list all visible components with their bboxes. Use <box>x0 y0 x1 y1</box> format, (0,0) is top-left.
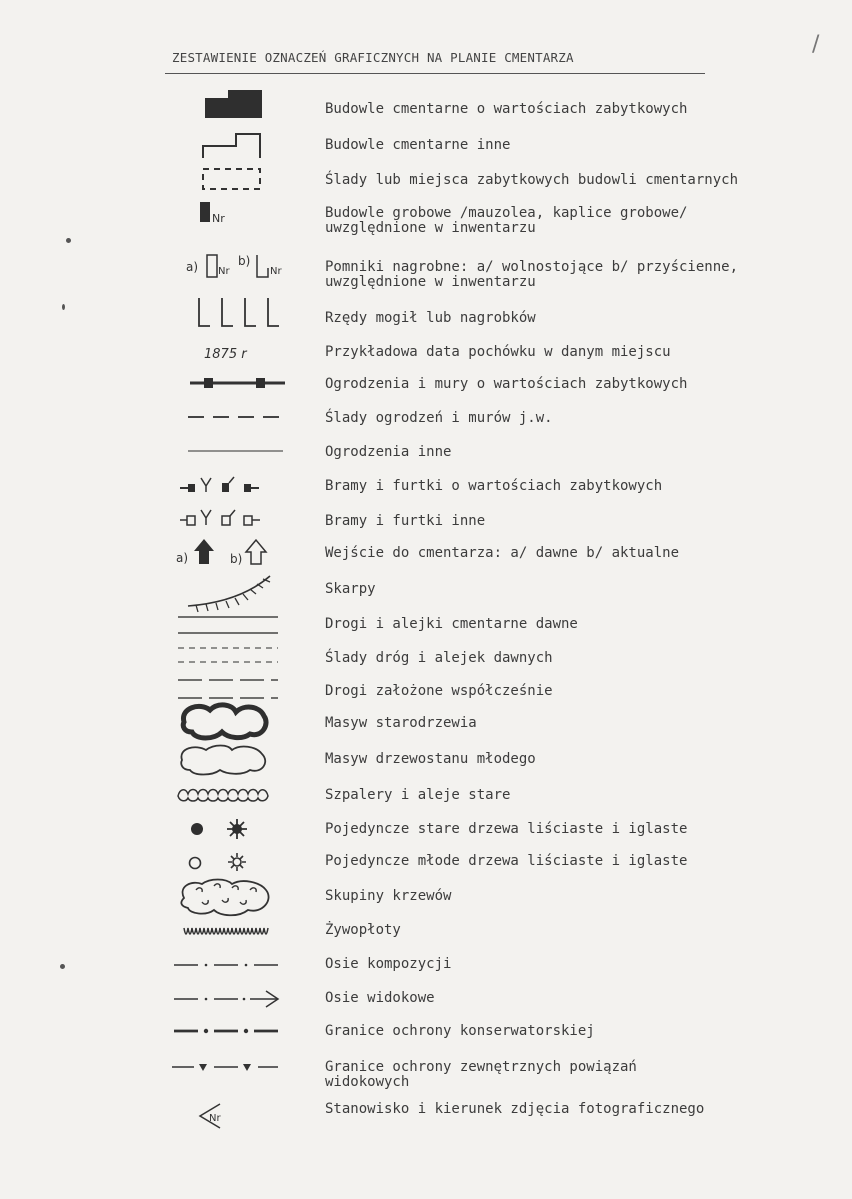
other-building-icon <box>170 126 300 158</box>
legend-text: Granice ochrony zewnętrznych powiązań widokowych <box>325 1059 637 1090</box>
legend-text: Osie kompozycji <box>325 956 452 972</box>
corner-mark: / <box>812 32 820 57</box>
other-gate-icon <box>170 504 300 536</box>
legend-text: Masyw starodrzewia <box>325 715 477 731</box>
historic-fence-icon <box>170 368 300 400</box>
old-road-icon <box>170 608 300 640</box>
scan-speck <box>62 304 65 310</box>
grave-monument-icon <box>178 250 308 282</box>
legend-text: Wejście do cmentarza: a/ dawne b/ aktualne <box>325 545 680 561</box>
legend-text: Szpalery i aleje stare <box>325 787 511 803</box>
legend-text: Rzędy mogił lub nagrobków <box>325 310 536 326</box>
legend-text: Masyw drzewostanu młodego <box>325 751 536 767</box>
young-tree-mass-icon <box>170 742 300 778</box>
old-single-tree-icon <box>170 814 300 846</box>
legend-text: Budowle cmentarne o wartościach zabytkowych <box>325 101 688 117</box>
legend-text: Ślady lub miejsca zabytkowych budowli cmentarnych <box>325 172 739 188</box>
entrance-a-label: a) <box>176 551 189 565</box>
legend-text: Ogrodzenia inne <box>325 444 452 460</box>
other-fence-icon <box>170 436 300 468</box>
legend-text: Granice ochrony konserwatorskiej <box>325 1023 595 1039</box>
monument-a-label: a) <box>186 260 199 274</box>
slope-icon <box>170 570 300 612</box>
scan-speck <box>66 238 71 243</box>
historic-gate-icon <box>170 470 300 502</box>
entrance-b-label: b) <box>230 552 243 566</box>
legend-text: Drogi i alejki cmentarne dawne <box>325 616 578 632</box>
view-axis-icon <box>170 986 300 1018</box>
monument-b-label: b) <box>238 254 251 268</box>
photo-nr-label: Nr <box>209 1113 221 1124</box>
shrub-group-icon <box>170 876 300 920</box>
burial-date-icon <box>170 336 300 368</box>
fence-trace-icon <box>170 402 300 434</box>
legend-text: Budowle cmentarne inne <box>325 137 511 153</box>
hedge-icon <box>170 918 300 950</box>
tomb-nr-label: Nr <box>212 212 225 225</box>
legend-text: Pojedyncze stare drzewa liściaste i iglaste <box>325 821 688 837</box>
view-protection-boundary-icon <box>170 1052 300 1084</box>
legend-text: Bramy i furtki o wartościach zabytkowych <box>325 478 663 494</box>
legend-text: Drogi założone współcześnie <box>325 683 553 699</box>
monument-building-icon <box>170 88 300 120</box>
legend-text: Ślady ogrodzeń i murów j.w. <box>325 410 553 426</box>
legend-text: Ślady dróg i alejek dawnych <box>325 650 553 666</box>
grave-rows-icon <box>170 296 300 328</box>
title-underline <box>165 73 705 74</box>
legend-text: Bramy i furtki inne <box>325 513 486 529</box>
legend-text: Pomniki nagrobne: a/ wolnostojące b/ przyścienne, uwzględnione w inwentarzu <box>325 259 739 290</box>
legend-text: Ogrodzenia i mury o wartościach zabytkowych <box>325 376 688 392</box>
conservation-boundary-icon <box>170 1018 300 1050</box>
legend-text: Skupiny krzewów <box>325 888 452 904</box>
legend-text: Stanowisko i kierunek zdjęcia fotograficznego <box>325 1101 705 1117</box>
burial-date-label: 1875 r <box>204 347 247 362</box>
composition-axis-icon <box>170 952 300 984</box>
legend-text: Osie widokowe <box>325 990 435 1006</box>
page-title: ZESTAWIENIE OZNACZEŃ GRAFICZNYCH NA PLANIE CMENTARZA <box>172 50 574 65</box>
monument-nr-label-a: Nr <box>218 266 230 277</box>
monument-nr-label-b: Nr <box>270 266 282 277</box>
entrance-icon <box>170 536 300 568</box>
legend-text: Pojedyncze młode drzewa liściaste i iglaste <box>325 853 688 869</box>
tomb-building-icon <box>170 196 300 228</box>
legend-text: Skarpy <box>325 581 376 597</box>
building-trace-icon <box>170 162 300 194</box>
legend-text: Przykładowa data pochówku w danym miejscu <box>325 344 671 360</box>
old-tree-mass-icon <box>170 702 300 742</box>
legend-text: Budowle grobowe /mauzolea, kaplice grobowe/ uwzględnione w inwentarzu <box>325 205 688 236</box>
tree-row-icon <box>170 780 300 812</box>
photo-position-icon <box>170 1098 300 1130</box>
scan-speck <box>60 964 65 969</box>
road-trace-icon <box>170 642 300 674</box>
legend-text: Żywopłoty <box>325 922 401 938</box>
